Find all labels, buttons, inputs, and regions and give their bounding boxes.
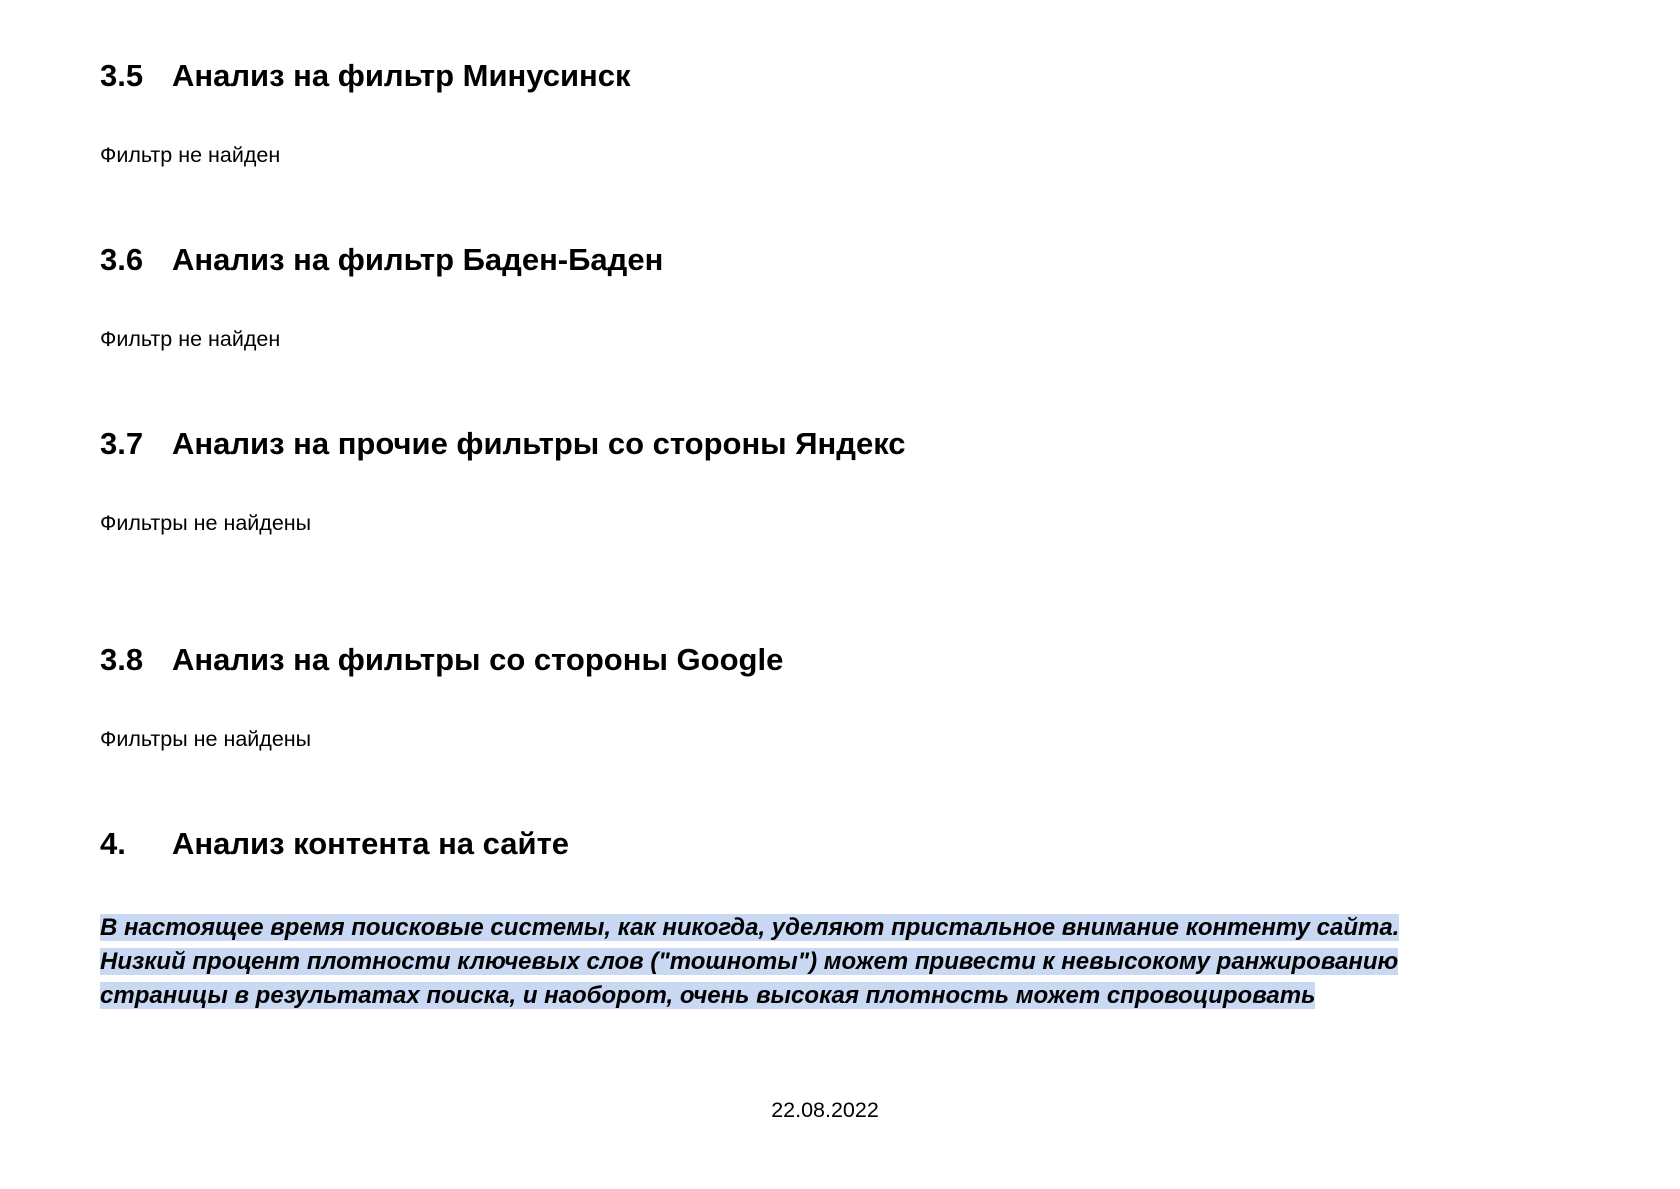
section-heading-4 xyxy=(100,826,569,862)
selected-text: В настоящее время поисковые системы, как никогда, уделяют пристальное внимание контенту сайта. xyxy=(100,914,1400,941)
section-number: 3.5 xyxy=(100,58,144,93)
section-text-3-7: Фильтры не найдены xyxy=(100,511,312,535)
section-number: 3.7 xyxy=(100,426,144,461)
section-heading-3-7 xyxy=(100,426,906,462)
section-number: 3.6 xyxy=(100,242,144,277)
paragraph-line xyxy=(100,945,1399,979)
footer-date: 22.08.2022 xyxy=(771,1098,879,1122)
section-heading-3-6 xyxy=(100,242,663,278)
section-title: Анализ на фильтр Баден-Баден xyxy=(172,242,664,277)
section-number: 4. xyxy=(100,826,126,861)
section-title: Анализ контента на сайте xyxy=(172,826,569,861)
section-title: Анализ на фильтры со стороны Google xyxy=(172,642,784,677)
highlighted-paragraph[interactable] xyxy=(100,911,1399,1013)
section-heading-3-5 xyxy=(100,58,631,94)
section-heading-3-8 xyxy=(100,642,783,678)
section-text-3-6: Фильтр не найден xyxy=(100,327,281,351)
section-title: Анализ на прочие фильтры со стороны Яндекс xyxy=(172,426,906,461)
section-title: Анализ на фильтр Минусинск xyxy=(172,58,631,93)
paragraph-line xyxy=(100,911,1399,945)
section-number: 3.8 xyxy=(100,642,144,677)
selected-text: страницы в результатах поиска, и наоборот, очень высокая плотность может спровоцировать xyxy=(100,982,1316,1009)
section-text-3-5: Фильтр не найден xyxy=(100,143,281,167)
selected-text: Низкий процент плотности ключевых слов ("тошноты") может привести к невысокому ранжированию xyxy=(100,948,1399,975)
paragraph-line xyxy=(100,979,1399,1013)
section-text-3-8: Фильтры не найдены xyxy=(100,727,312,751)
